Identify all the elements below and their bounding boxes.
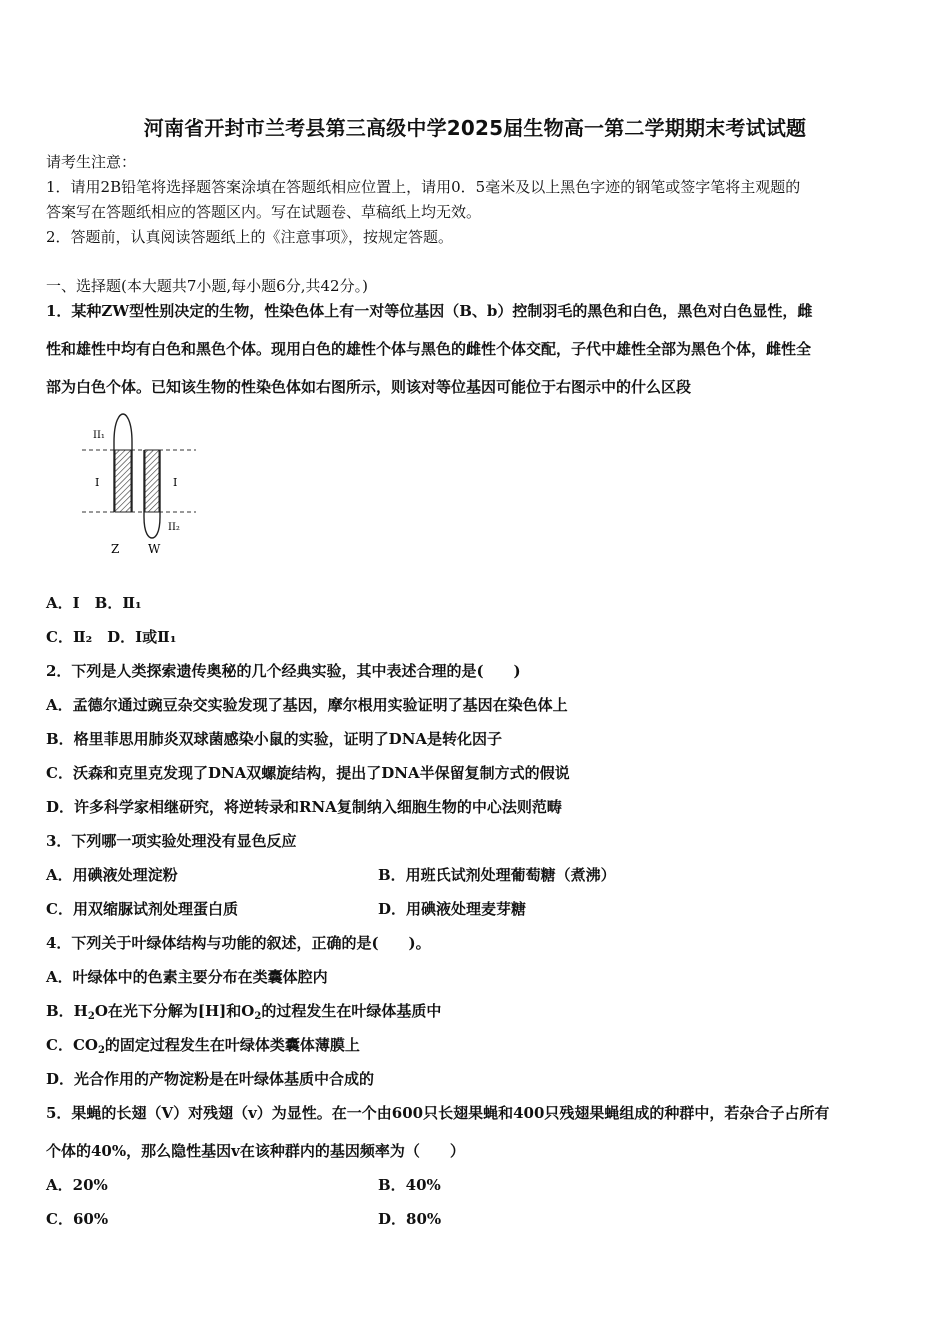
q5-option-b: B．40% [378,1176,441,1194]
section-header: 一、选择题(本大题共7小题,每小题6分,共42分。) [46,277,368,295]
notice-item-1-line-2: 答案写在答题纸相应的答题区内。写在试题卷、草稿纸上均无效。 [46,203,482,221]
q3-option-d: D．用碘液处理麦芽糖 [378,900,527,918]
label-ii1: II₁ [93,430,105,441]
q2-option-a: A．孟德尔通过豌豆杂交实验发现了基因，摩尔根用实验证明了基因在染色体上 [46,696,568,714]
chromosome-diagram [78,412,208,562]
q3-stem: 3．下列哪一项实验处理没有显色反应 [46,832,297,850]
q1-stem-line-3: 部为白色个体。已知该生物的性染色体如右图所示，则该对等位基因可能位于右图示中的什么区段 [46,378,692,396]
q1-stem-line-2: 性和雄性中均有白色和黑色个体。现用白色的雄性个体与黑色的雌性个体交配，子代中雄性全部为黑色个体，雌性全 [46,340,812,358]
w-homologous-region [145,450,159,512]
q2-option-d: D．许多科学家相继研究，将逆转录和RNA复制纳入细胞生物的中心法则范畴 [46,798,562,816]
label-i-right: I [173,476,178,489]
q1-stem-line-1: 1．某种ZW型性别决定的生物，性染色体上有一对等位基因（B、b）控制羽毛的黑色和白色，黑色对白色显性，雌 [46,302,813,320]
q2-stem: 2．下列是人类探索遗传奥秘的几个经典实验，其中表述合理的是( ) [46,662,521,680]
page-title: 河南省开封市兰考县第三高级中学2025届生物高一第二学期期末考试试题 [143,116,807,140]
q5-stem-line-2: 个体的40%，那么隐性基因v在该种群内的基因频率为（ ） [46,1142,465,1160]
q3-option-c: C．用双缩脲试剂处理蛋白质 [46,900,238,918]
q4-option-d: D．光合作用的产物淀粉是在叶绿体基质中合成的 [46,1070,375,1088]
q5-option-a: A．20% [46,1176,108,1194]
q2-option-c: C．沃森和克里克发现了DNA双螺旋结构，提出了DNA半保留复制方式的假说 [46,764,570,782]
notice-item-2: 2．答题前，认真阅读答题纸上的《注意事项》，按规定答题。 [46,228,454,246]
q4-stem: 4．下列关于叶绿体结构与功能的叙述，正确的是( )。 [46,934,431,952]
label-i-left: I [95,476,100,489]
q5-option-c: C．60% [46,1210,109,1228]
q2-option-b: B．格里菲思用肺炎双球菌感染小鼠的实验，证明了DNA是转化因子 [46,730,503,748]
q4-option-c: C．$CO_2$的固定过程发生在叶绿体类囊体薄膜上 [46,1036,360,1056]
q4-option-b: B．$H_2O$在光下分解为[H]和$O_2$的过程发生在叶绿体基质中 [46,1002,442,1022]
notice-item-1-line-1: 1．请用2B铅笔将选择题答案涂填在答题纸相应位置上，请用0．5毫米及以上黑色字迹的钢笔或签字笔将主观题的 [46,178,801,196]
q1-options-row-2: C．Ⅱ₂ D．Ⅰ或Ⅱ₁ [46,628,177,646]
q4-option-a: A．叶绿体中的色素主要分布在类囊体腔内 [46,968,328,986]
q5-stem-line-1: 5．果蝇的长翅（V）对残翅（v）为显性。在一个由600只长翅果蝇和400只残翅果蝇组成的种群中，若杂合子占所有 [46,1104,830,1122]
label-w: W [148,542,161,556]
q5-option-d: D．80% [378,1210,442,1228]
notice-heading: 请考生注意： [46,153,137,171]
label-ii2: II₂ [168,522,180,533]
q1-options-row-1: A．Ⅰ B．Ⅱ₁ [46,594,142,612]
label-z: Z [111,542,120,556]
z-homologous-region [115,450,131,512]
q3-option-b: B．用班氏试剂处理葡萄糖（煮沸） [378,866,616,884]
q3-option-a: A．用碘液处理淀粉 [46,866,178,884]
